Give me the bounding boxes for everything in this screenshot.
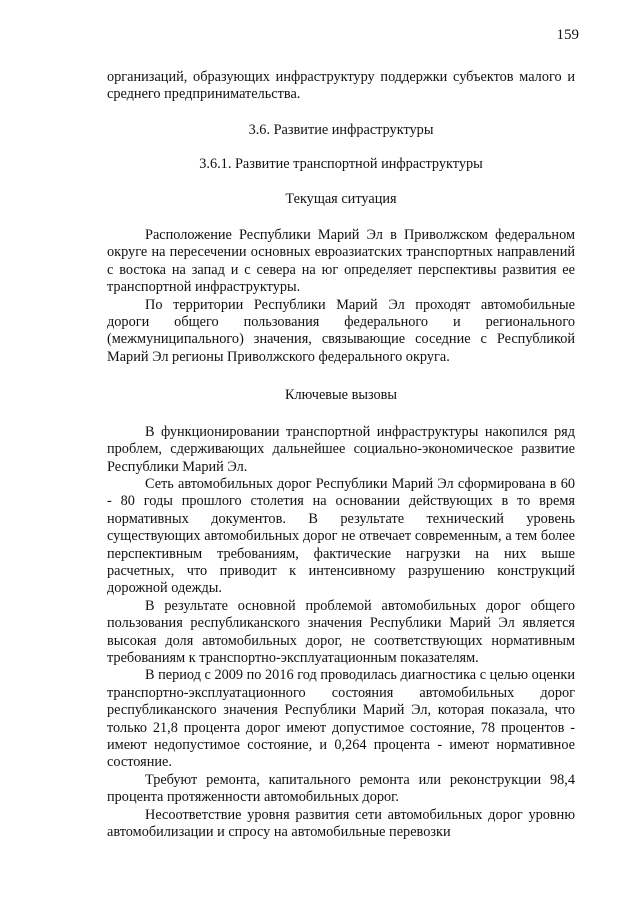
current-situation-paragraph: По территории Республики Марий Эл проходят автомобильные дороги общего пользования федерального и регионального (межмуниципального) значения, связывающие соседние с Республикой Марий Эл регионы Приволжского федерального округа.: [107, 296, 575, 365]
key-challenges-paragraph: Сеть автомобильных дорог Республики Марий Эл сформирована в 60 - 80 годы прошлого столетия на основании действующих в то время нормативных документов. В результате технический уровень существующих автомобильных дорог не отвечает современным, а тем более перспективным требованиям, фактические нагрузки на них выше расчетных, что приводит к интенсивному разрушению конструкций дорожной одежды.: [107, 475, 575, 597]
current-situation-heading: Текущая ситуация: [285, 190, 397, 207]
section-heading: 3.6. Развитие инфраструктуры: [248, 121, 434, 138]
key-challenges-paragraph: Несоответствие уровня развития сети автомобильных дорог уровню автомобилизации и спросу на автомобильные перевозки: [107, 806, 575, 841]
key-challenges-paragraph: В период с 2009 по 2016 год проводилась диагностика с целью оценки транспортно-эксплуатационного состояния автомобильных дорог республиканского значения Республики Марий Эл, которая показала, что только 21,8 процента дорог имеют допустимое состояние, 78 процентов - имеют недопустимое состояние, и 0,264 процента - имеют нормативное состояние.: [107, 667, 575, 771]
page-number: 159: [556, 27, 579, 43]
document-body: [107, 69, 575, 841]
subsection-heading: 3.6.1. Развитие транспортной инфраструктуры: [199, 156, 483, 173]
key-challenges-paragraph: В результате основной проблемой автомобильных дорог общего пользования республиканского значения Республики Марий Эл является высокая доля автомобильных дорог, не соответствующих нормативным требованиям к транспортно-эксплуатационным показателям.: [107, 597, 575, 666]
key-challenges-heading: Ключевые вызовы: [284, 387, 398, 404]
key-challenges-paragraph: В функционировании транспортной инфраструктуры накопился ряд проблем, сдерживающих дальнейшее социально-экономическое развитие Республики Марий Эл.: [107, 423, 575, 475]
lead-paragraph: организаций, образующих инфраструктуру поддержки субъектов малого и среднего предпринимательства.: [107, 69, 575, 103]
key-challenges-paragraph: Требуют ремонта, капитального ремонта или реконструкции 98,4 процента протяженности автомобильных дорог.: [107, 771, 575, 806]
current-situation-paragraph: Расположение Республики Марий Эл в Приволжском федеральном округе на пересечении основных евроазиатских транспортных направлений с востока на запад и с севера на юг определяет перспективы развития ее транспортной инфраструктуры.: [107, 227, 575, 296]
